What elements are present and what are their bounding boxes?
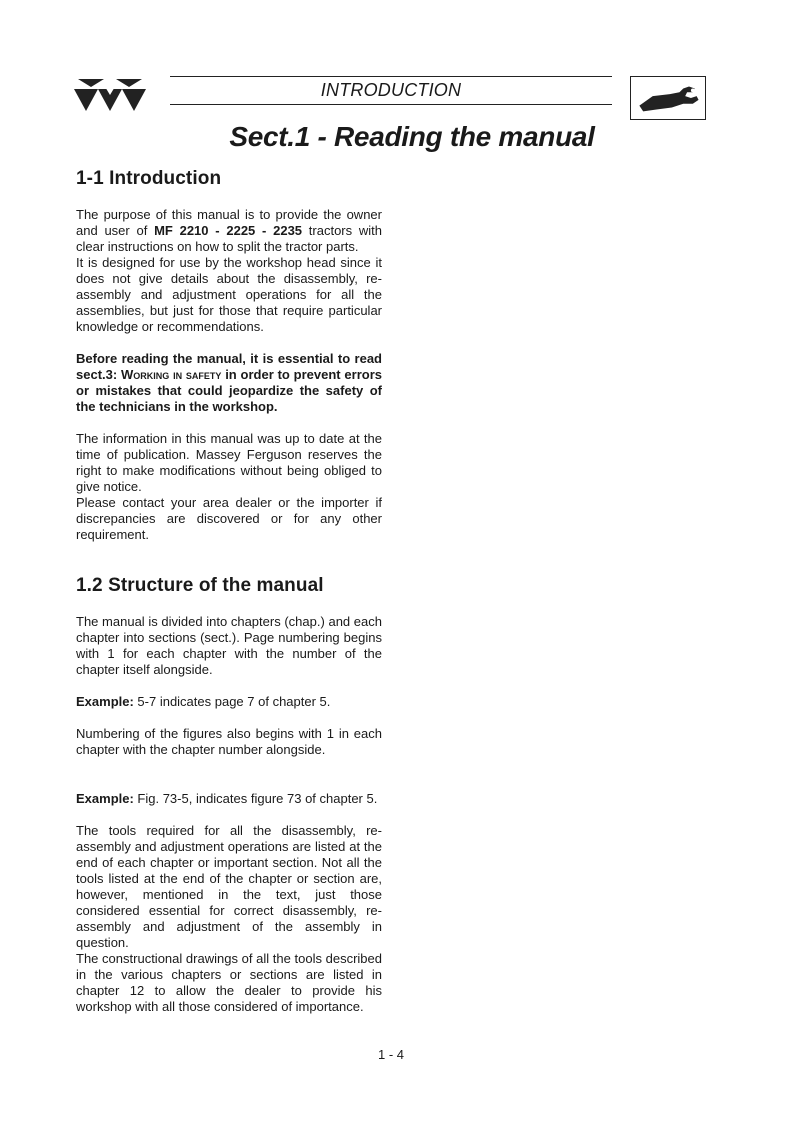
section-heading: 1.2 Structure of the manual	[76, 575, 324, 596]
paragraph: The tools required for all the disassembly, re-assembly and adjustment operations are listed at the end of each chapter or important section. Not all the tools listed at the end of the chapter or section are, however, mentioned in the text, just those considered essential for correct disassembly, re-assembly and adjustment of the assembly in question.	[76, 823, 382, 950]
header-title: INTRODUCTION	[320, 80, 462, 100]
example-2	[76, 791, 382, 807]
header-rule-top	[170, 76, 612, 77]
section-1-1	[76, 168, 382, 190]
text: The purpose of this manual is to provide the owner and user of	[76, 207, 382, 238]
paragraph: The constructional drawings of all the tools described in the various chapters or sections are listed in chapter 12 to allow the dealer to provide his workshop with all those considered of importance.	[76, 951, 382, 1014]
section-title: Sect.1 - Reading the manual	[229, 121, 595, 152]
paragraph	[76, 207, 382, 255]
section-1-2	[76, 575, 382, 597]
text: Fig. 73-5, indicates figure 73 of chapter 5.	[133, 791, 378, 806]
example-1	[76, 694, 382, 710]
example-label: Example:	[76, 791, 134, 806]
text: Before reading the manual, it is essential to read sect.3:	[76, 351, 382, 382]
hand-wrench-icon	[630, 76, 706, 120]
text: tractors with clear instructions on how to split the tractor parts.	[76, 223, 382, 254]
info-paragraphs	[76, 431, 382, 543]
paragraph: The information in this manual was up to date at the time of publication. Massey Ferguson reserves the right to make modifications without being obliged to give notice.	[76, 431, 382, 494]
text: 5-7 indicates page 7 of chapter 5.	[133, 694, 331, 709]
example	[76, 694, 382, 710]
warning-paragraph	[76, 351, 382, 415]
three-triangles-logo	[74, 77, 146, 123]
page-number: 1 - 4	[378, 1047, 405, 1062]
intro-paragraphs	[76, 207, 382, 335]
safety-warning	[76, 351, 382, 415]
tools-paragraphs	[76, 823, 382, 1015]
example-label: Example:	[76, 694, 134, 709]
example	[76, 791, 382, 807]
figures-paragraph	[76, 726, 382, 758]
header-rule-bottom	[170, 104, 612, 105]
section-heading: 1-1 Introduction	[76, 168, 222, 189]
model-numbers: MF 2210 - 2225 - 2235	[154, 223, 303, 238]
paragraph: Numbering of the figures also begins with 1 in each chapter with the chapter number alongside.	[76, 726, 382, 757]
paragraph: Please contact your area dealer or the importer if discrepancies are discovered or for any other requirement.	[76, 495, 382, 542]
paragraph: The manual is divided into chapters (chap.) and each chapter into sections (sect.). Page numbering begins with 1 for each chapter with the number of the chapter itself alongside.	[76, 614, 382, 677]
text: in order to prevent errors or mistakes that could jeopardize the safety of the technicians in the workshop.	[76, 367, 382, 414]
paragraph: It is designed for use by the workshop head since it does not give details about the disassembly, re-assembly and adjustment operations for all the assemblies, but just for those that require particular knowledge or recommendations.	[76, 255, 382, 334]
safety-section-ref: Working in safety	[121, 367, 222, 382]
structure-paragraph	[76, 614, 382, 678]
